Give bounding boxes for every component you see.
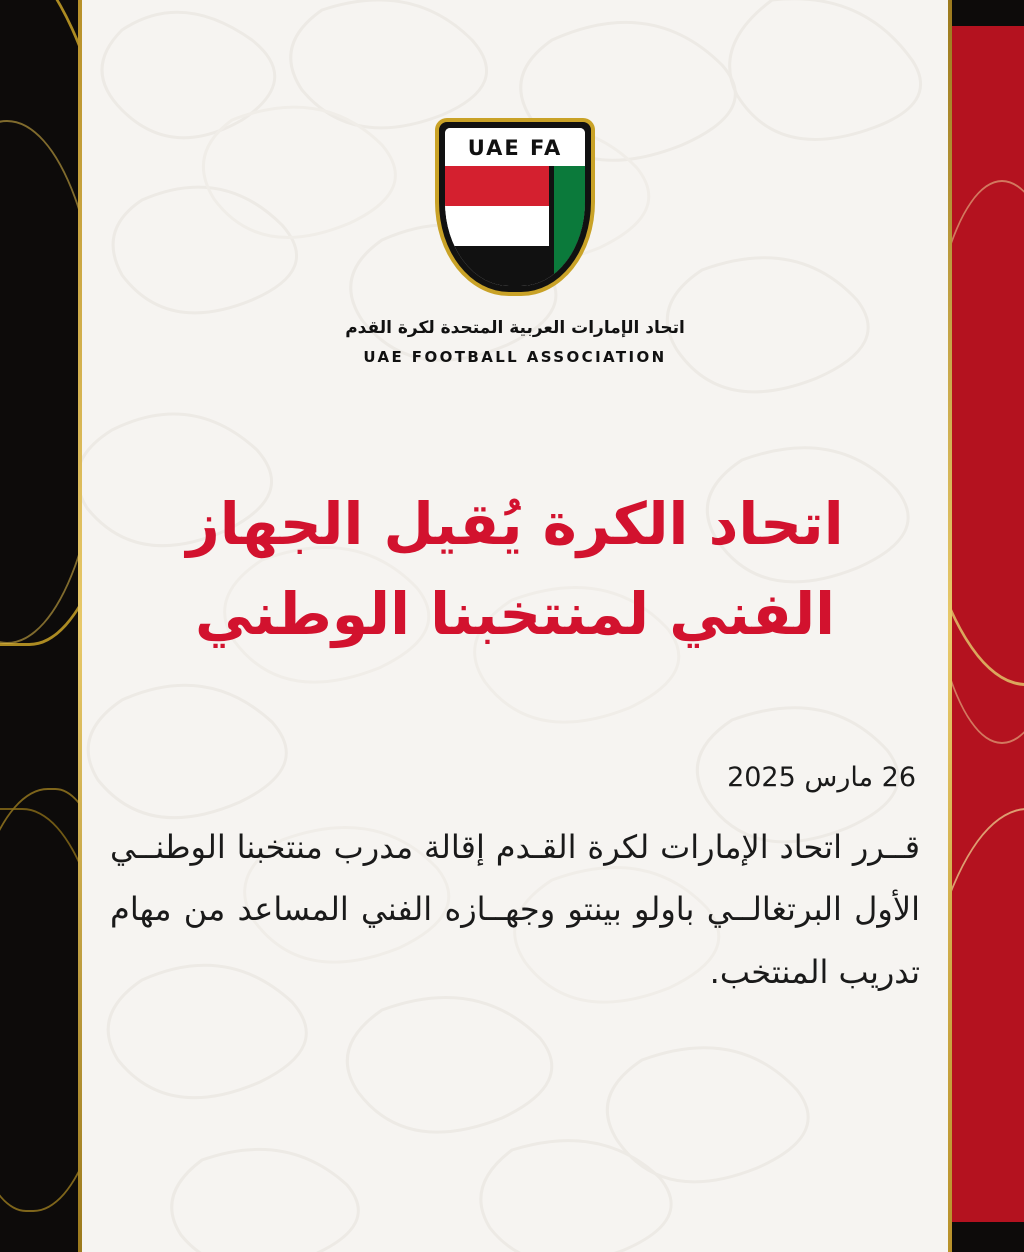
right-decorative-band xyxy=(952,0,1024,1252)
right-gold-divider xyxy=(948,0,952,1252)
page-title: اتحاد الكرة يُقيل الجهاز الفني لمنتخبنا الوطني xyxy=(186,490,844,648)
flag-stripe-white xyxy=(445,206,549,246)
wordmark-english: UAE FOOTBALL ASSOCIATION xyxy=(363,348,667,366)
flag-stripe-red xyxy=(445,166,549,206)
flag-stripes xyxy=(445,166,549,286)
flag-stripe-black xyxy=(445,246,549,286)
uae-flag-icon xyxy=(445,166,585,286)
federation-logo-block xyxy=(82,122,948,366)
publish-date: 26 مارس 2025 xyxy=(727,762,916,793)
gold-swoosh-icon xyxy=(0,120,78,644)
poster-content xyxy=(82,0,948,1252)
top-right-corner-accent xyxy=(952,0,1024,26)
bottom-right-corner-accent xyxy=(952,1222,1024,1252)
content-panel xyxy=(82,0,948,1252)
wordmark-arabic: اتحاد الإمارات العربية المتحدة لكرة القدم xyxy=(345,318,685,338)
shield-shape xyxy=(439,122,591,292)
shield-inner xyxy=(445,128,585,286)
flag-green-accent xyxy=(554,166,585,286)
announcement-body: قــرر اتحاد الإمارات لكرة القـدم إقالة مدرب منتخبنا الوطنــي الأول البرتغالــي باولو بينتو وجهــازه الفني المساعد من مهام تدريب المنتخب. xyxy=(110,828,920,991)
gold-swoosh-icon xyxy=(0,788,78,1212)
uae-fa-crest-icon xyxy=(439,122,591,292)
crest-title: UAE FA xyxy=(445,128,585,166)
left-decorative-band xyxy=(0,0,78,1252)
gold-swoosh-icon xyxy=(952,180,1024,744)
